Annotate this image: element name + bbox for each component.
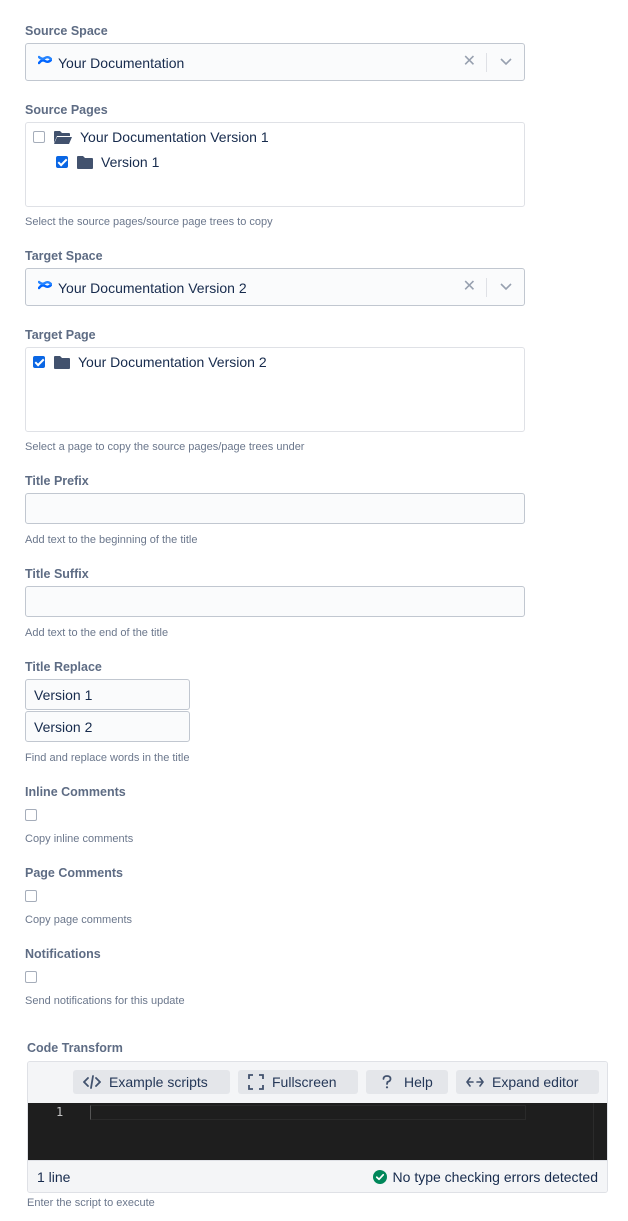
line-count: 1 line [37, 1169, 71, 1185]
page-comments-checkbox[interactable] [25, 890, 37, 902]
tree-item-version-1[interactable] [56, 152, 159, 172]
title-prefix-input[interactable] [25, 493, 525, 524]
question-icon [382, 1075, 392, 1089]
tree-item-label: Your Documentation Version 1 [80, 129, 269, 145]
inline-comments-checkbox[interactable] [25, 809, 37, 821]
current-line-highlight [90, 1105, 526, 1120]
vertical-scrollbar[interactable] [593, 1103, 607, 1160]
target-space-select[interactable] [25, 268, 525, 306]
chevron-down-icon[interactable] [498, 281, 514, 293]
fullscreen-icon [248, 1074, 264, 1090]
select-separator [486, 53, 487, 72]
type-check-text: No type checking errors detected [392, 1169, 598, 1185]
notifications-label: Notifications [25, 947, 101, 961]
code-transform-help: Enter the script to execute [27, 1197, 155, 1209]
title-prefix-help: Add text to the beginning of the title [25, 534, 198, 546]
tree-item-your-documentation-version-2[interactable] [33, 352, 267, 372]
target-page-label: Target Page [25, 328, 96, 342]
title-replace-replace-input[interactable]: Version 2 [25, 711, 190, 742]
expand-horizontal-icon [466, 1077, 484, 1087]
editor-toolbar [28, 1062, 607, 1103]
expand-editor-button[interactable] [456, 1070, 599, 1094]
select-separator [486, 278, 487, 297]
target-page-tree [25, 347, 525, 432]
target-space-value: Your Documentation Version 2 [58, 280, 247, 296]
title-replace-label: Title Replace [25, 660, 102, 674]
code-editor [27, 1061, 608, 1193]
tree-item-checkbox[interactable] [56, 156, 68, 168]
tree-item-checkbox[interactable] [33, 356, 45, 368]
help-label: Help [404, 1074, 433, 1090]
tree-item-label: Your Documentation Version 2 [78, 354, 267, 370]
page-comments-label: Page Comments [25, 866, 123, 880]
type-check-status [373, 1169, 598, 1185]
page-comments-help: Copy page comments [25, 914, 132, 926]
title-replace-find-input[interactable]: Version 1 [25, 679, 190, 710]
example-scripts-label: Example scripts [109, 1074, 208, 1090]
code-icon [83, 1075, 101, 1089]
example-scripts-button[interactable] [73, 1070, 230, 1094]
clear-icon[interactable]: ✕ [462, 278, 476, 295]
editor-statusbar [28, 1160, 607, 1193]
notifications-checkbox[interactable] [25, 971, 37, 983]
source-pages-help: Select the source pages/source page trees to copy [25, 216, 273, 228]
title-suffix-label: Title Suffix [25, 567, 89, 581]
target-page-help: Select a page to copy the source pages/page trees under [25, 441, 305, 453]
title-suffix-input[interactable] [25, 586, 525, 617]
help-button[interactable] [366, 1070, 448, 1094]
title-prefix-label: Title Prefix [25, 474, 89, 488]
source-space-select[interactable] [25, 43, 525, 81]
notifications-help: Send notifications for this update [25, 995, 185, 1007]
folder-icon [53, 355, 71, 370]
check-circle-icon [373, 1170, 387, 1184]
confluence-space-icon [38, 278, 52, 292]
tree-item-your-documentation-version-1[interactable] [33, 127, 269, 147]
code-transform-label: Code Transform [27, 1041, 123, 1055]
folder-open-icon [53, 130, 73, 145]
title-suffix-help: Add text to the end of the title [25, 627, 169, 639]
confluence-space-icon [38, 53, 52, 67]
folder-icon [76, 155, 94, 170]
line-number: 1 [56, 1105, 64, 1119]
expand-editor-label: Expand editor [492, 1074, 579, 1090]
tree-item-checkbox[interactable] [33, 131, 45, 143]
fullscreen-label: Fullscreen [272, 1074, 337, 1090]
source-pages-tree [25, 122, 525, 207]
code-input-area[interactable] [28, 1103, 607, 1160]
source-pages-label: Source Pages [25, 103, 108, 117]
title-replace-help: Find and replace words in the title [25, 752, 190, 764]
inline-comments-help: Copy inline comments [25, 833, 134, 845]
chevron-down-icon[interactable] [498, 56, 514, 68]
tree-item-label: Version 1 [101, 154, 160, 170]
target-space-label: Target Space [25, 249, 103, 263]
source-space-label: Source Space [25, 24, 108, 38]
source-space-value: Your Documentation [58, 55, 185, 71]
fullscreen-button[interactable] [238, 1070, 358, 1094]
inline-comments-label: Inline Comments [25, 785, 126, 799]
clear-icon[interactable]: ✕ [462, 53, 476, 70]
